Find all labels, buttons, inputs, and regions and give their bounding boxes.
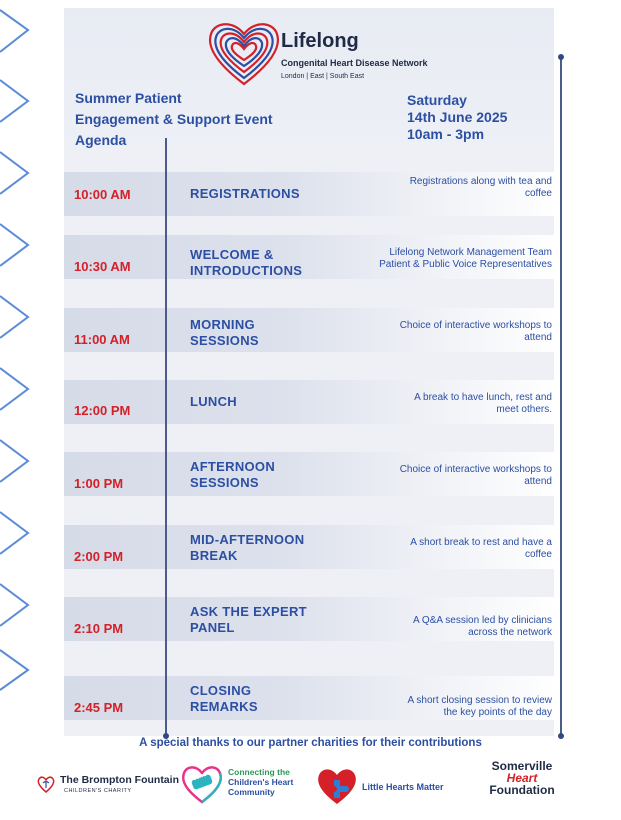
- agenda-time: 10:30 AM: [74, 259, 131, 274]
- event-title-line3: Agenda: [75, 132, 127, 148]
- agenda-title: [190, 683, 258, 715]
- somerville-line1: Somerville: [491, 759, 553, 773]
- timeline-right-line: [560, 57, 562, 737]
- agenda-row: [64, 676, 554, 720]
- agenda-desc-line: Choice of interactive workshops to: [399, 320, 552, 331]
- agenda-desc-line: coffee: [524, 549, 552, 560]
- agenda-title-line: WELCOME &: [190, 247, 274, 262]
- agenda-time: 12:00 PM: [74, 403, 131, 418]
- lhm-name: Little Hearts Matter: [362, 782, 444, 792]
- agenda-title: [190, 532, 304, 564]
- event-date: [407, 92, 507, 143]
- timeline-left-line: [165, 138, 167, 736]
- chevron-decoration: [0, 0, 40, 730]
- agenda-description: [322, 392, 552, 416]
- agenda-title-line: BREAK: [190, 548, 238, 563]
- agenda-title-line: INTRODUCTIONS: [190, 263, 303, 278]
- agenda-row: [64, 525, 554, 569]
- agenda-title: [190, 394, 237, 410]
- agenda-desc-line: A break to have lunch, rest and: [414, 392, 552, 403]
- agenda-description: [322, 695, 552, 719]
- agenda-row: [64, 597, 554, 641]
- partner-brompton: [36, 760, 179, 810]
- puzzle-heart-icon: [316, 766, 358, 806]
- agenda-title: [190, 186, 300, 202]
- agenda-desc-line: A short closing session to review: [407, 695, 552, 706]
- agenda-title-line: REMARKS: [190, 699, 258, 714]
- logo-subtitle: Congenital Heart Disease Network: [281, 58, 428, 68]
- agenda-desc-line: across the network: [468, 627, 552, 638]
- agenda-description: [322, 464, 552, 488]
- agenda-description: [322, 615, 552, 639]
- brompton-sub: CHILDREN'S CHARITY: [64, 788, 132, 794]
- agenda-desc-line: the key points of the day: [443, 707, 552, 718]
- agenda-title-line: SESSIONS: [190, 333, 259, 348]
- agenda-title-line: SESSIONS: [190, 475, 259, 490]
- agenda-time: 2:10 PM: [74, 621, 124, 636]
- partner-somerville: [472, 760, 572, 810]
- agenda-desc-line: meet others.: [496, 404, 552, 415]
- agenda-desc-line: attend: [524, 476, 552, 487]
- echo-text: [228, 767, 293, 797]
- agenda-row: [64, 172, 554, 216]
- agenda-title-line: PANEL: [190, 620, 235, 635]
- agenda-desc-line: A short break to rest and have a: [410, 537, 552, 548]
- agenda-desc-line: Patient & Public Voice Representatives: [379, 259, 552, 270]
- agenda-title: [190, 317, 259, 349]
- agenda-time: 2:45 PM: [74, 700, 124, 715]
- partner-echo: [180, 760, 310, 810]
- agenda-title-line: LUNCH: [190, 394, 237, 409]
- echo-badge: echo: [192, 771, 208, 783]
- agenda-desc-line: A Q&A session led by clinicians: [413, 615, 552, 626]
- somerville-line2: Heart: [506, 771, 538, 785]
- agenda-title-line: AFTERNOON: [190, 459, 276, 474]
- echo-heart-icon: [180, 764, 224, 804]
- agenda-description: [322, 247, 552, 271]
- agenda-title-line: CLOSING: [190, 683, 252, 698]
- agenda-time: 10:00 AM: [74, 187, 131, 202]
- partner-little-hearts-matter: [316, 760, 456, 810]
- agenda-time: 1:00 PM: [74, 476, 124, 491]
- heart-logo-icon: [205, 18, 283, 88]
- agenda-description: [322, 176, 552, 200]
- agenda-desc-line: Lifelong Network Management Team: [389, 247, 552, 258]
- agenda-title-line: ASK THE EXPERT: [190, 604, 307, 619]
- echo-line: Community: [228, 787, 275, 797]
- somerville-line3: Foundation: [489, 783, 555, 797]
- fountain-heart-icon: [36, 774, 56, 794]
- event-title: [75, 88, 273, 151]
- echo-line: Children's Heart: [228, 777, 294, 787]
- agenda-row: [64, 380, 554, 424]
- agenda-title-line: MID-AFTERNOON: [190, 532, 305, 547]
- timeline-dot: [558, 54, 564, 60]
- echo-line: Connecting the: [228, 767, 290, 777]
- agenda-desc-line: Choice of interactive workshops to: [399, 464, 552, 475]
- agenda-description: [322, 537, 552, 561]
- logo-regions: London | East | South East: [281, 73, 365, 80]
- logo-name: Lifelong: [281, 30, 359, 52]
- agenda-row: [64, 452, 554, 496]
- event-time: 10am - 3pm: [407, 126, 485, 142]
- agenda-desc-line: Registrations along with tea and: [409, 176, 552, 187]
- partner-thanks: A special thanks to our partner charities for their contributions: [139, 737, 482, 749]
- agenda-time: 11:00 AM: [74, 332, 130, 347]
- event-title-line1: Summer Patient: [75, 90, 182, 106]
- agenda-title-line: REGISTRATIONS: [190, 186, 300, 201]
- agenda-title-line: MORNING: [190, 317, 255, 332]
- agenda-title: [190, 247, 302, 279]
- agenda-row: [64, 308, 554, 352]
- agenda-title: [190, 459, 275, 491]
- agenda-desc-line: coffee: [524, 188, 552, 199]
- brompton-name: The Brompton Fountain: [60, 774, 179, 786]
- lifelong-logo: [205, 18, 445, 88]
- agenda-description: [322, 320, 552, 344]
- agenda-title: [190, 604, 307, 636]
- event-title-line2: Engagement & Support Event: [75, 111, 273, 127]
- event-day: Saturday: [407, 92, 467, 108]
- agenda-desc-line: attend: [524, 332, 552, 343]
- agenda-time: 2:00 PM: [74, 549, 124, 564]
- agenda-row: [64, 235, 554, 279]
- event-date-value: 14th June 2025: [407, 109, 508, 125]
